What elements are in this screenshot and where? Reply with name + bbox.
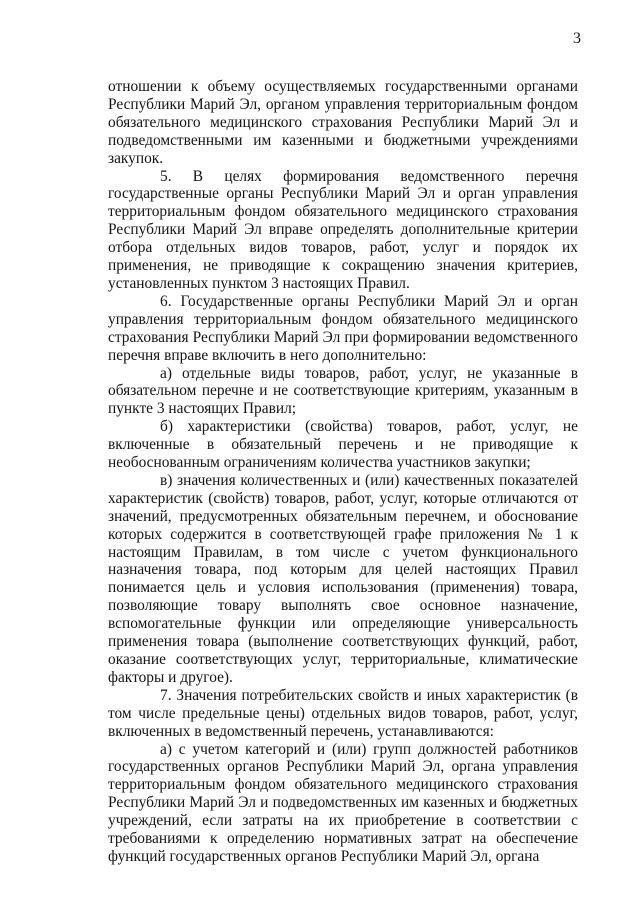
- paragraph-item-5: 5. В целях формирования ведомственного перечня государственные органы Республики Марий Эл и орган управления территориальным фондом обязательного медицинского страхования Республики Марий Эл вправе определять дополнительные критерии отбора отдельных видов товаров, работ, услуг и порядок их применения, не приводящие к сокращению значения критериев, установленных пунктом 3 настоящих Правил.: [108, 167, 578, 292]
- subparagraph-7a: а) с учетом категорий и (или) групп должностей работников государственных органов Республики Марий Эл, органа управления территориальным фондом обязательного медицинского страхования Республики Марий Эл и подведомственных им казенных и бюджетных учреждений, если затраты на их приобретение в соответствии с требованиями к определению нормативных затрат на обеспечение функций государственных органов Республики Марий Эл, органа: [108, 740, 578, 865]
- paragraph-item-6: 6. Государственные органы Республики Марий Эл и орган управления территориальным фондом обязательного медицинского страхования Республики Марий Эл при формировании ведомственного перечня вправе включить в него дополнительно:: [108, 292, 578, 364]
- subparagraph-6b: б) характеристики (свойства) товаров, работ, услуг, не включенные в обязательный перечень и не приводящие к необоснованным ограничениям количества участников закупки;: [108, 418, 578, 472]
- subparagraph-6a: а) отдельные виды товаров, работ, услуг, не указанные в обязательном перечне и не соответствующие критериям, указанным в пункте 3 настоящих Правил;: [108, 364, 578, 418]
- page-number: 3: [573, 30, 581, 47]
- document-body: [108, 78, 578, 866]
- paragraph-item-7: 7. Значения потребительских свойств и иных характеристик (в том числе предельные цены) отдельных видов товаров, работ, услуг, включенных в ведомственный перечень, устанавливаются:: [108, 686, 578, 740]
- subparagraph-6c: в) значения количественных и (или) качественных показателей характеристик (свойств) товаров, работ, услуг, которые отличаются от значений, предусмотренных обязательным перечнем, и обоснование которых содержится в соответствующей графе приложения № 1 к настоящим Правилам, в том числе с учетом функционального назначения товара, под которым для целей настоящих Правил понимается цель и условия использования (применения) товара, позволяющие товару выполнять свое основное назначение, вспомогательные функции или определяющие универсальность применения товара (выполнение соответствующих функций, работ, оказание соответствующих услуг, территориальные, климатические факторы и другое).: [108, 471, 578, 686]
- paragraph-continuation: отношении к объему осуществляемых государственными органами Республики Марий Эл, органом управления территориальным фондом обязательного медицинского страхования Республики Марий Эл и подведомственными им казенными и бюджетными учреждениями закупок.: [108, 78, 578, 167]
